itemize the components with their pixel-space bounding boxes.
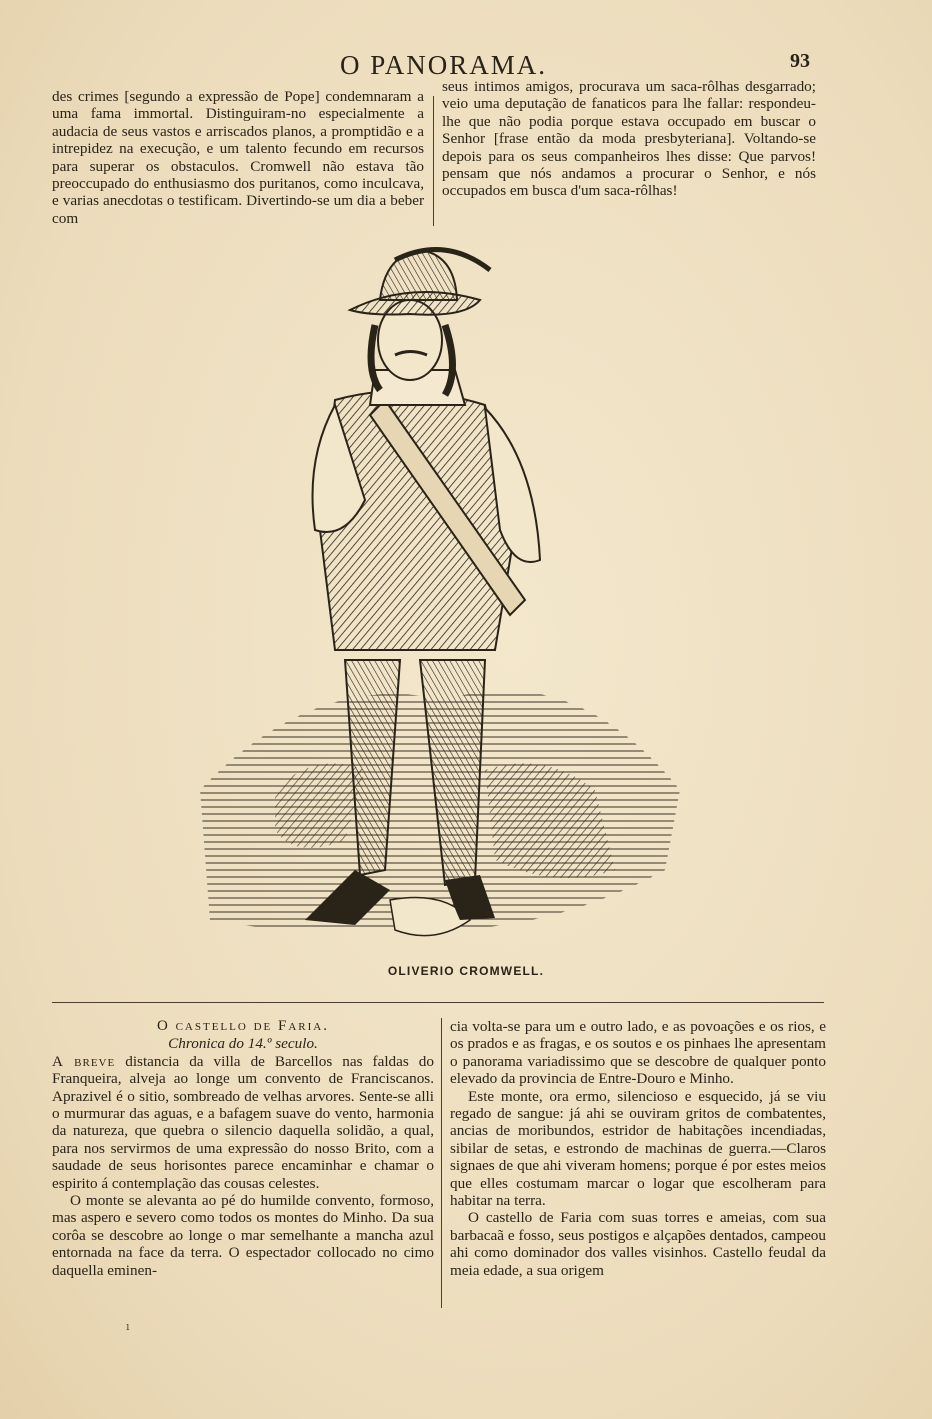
engraving-illustration bbox=[195, 230, 685, 960]
article-paragraph-3: cia volta-se para um e outro lado, e as povoações e os rios, e os prados e as fragas, e os soutos e os pinhaes lhe apresentam o panorama variadissimo que se descobre de qualquer ponto elevado da provincia de Entre-Douro e Minho. bbox=[450, 1018, 826, 1088]
column-divider-top bbox=[433, 96, 434, 226]
article-subtitle: Chronica do 14.º seculo. bbox=[168, 1035, 318, 1053]
column-divider-bottom bbox=[441, 1018, 442, 1308]
article-title: O castello de Faria. bbox=[157, 1018, 329, 1034]
article-paragraph-1-text: distancia da villa de Barcellos nas faldas do Franqueira, alveja ao longe um convento de Franciscanos. Aprazivel é o sitio, sombreado de velhas arvores. Sente-se alli o murmurar das aguas, e a bafagem suave do vento, harmonia da natureza, que quebra o silencio daquella solidão, a qual, para nos servirmos de uma expressão do nosso Brito, com a saudade de seus horisontes parece encaminhar e chamar o espirito á contemplação das cousas celestes. bbox=[52, 1052, 434, 1192]
top-right-column bbox=[442, 78, 816, 200]
stray-mark: ı bbox=[126, 1320, 130, 1333]
article-paragraph-2: O monte se alevanta ao pé do humilde convento, formoso, mas aspero e severo como todos os montes do Minho. Da sua corôa se descobre ao longe o mar semelhante a mancha azul entornada na face da terra. O espectador collocado no cimo daquella eminen- bbox=[52, 1192, 434, 1279]
article-left-column bbox=[52, 1018, 434, 1279]
top-right-paragraph: seus intimos amigos, procurava um saca-rôlhas desgarrado; veio uma deputação de fanaticos para lhe fallar: respondeu-lhe que não podia porque estava occupado em buscar o Senhor [frase então da moda presbyteriana]. Voltando-se depois para os seus companheiros lhes disse: Que parvos! pensam que nós andamos a procurar o Senhor, e nós occupados em busca d'um saca-rôlhas! bbox=[442, 78, 816, 200]
top-left-paragraph: des crimes [segundo a expressão de Pope] condemnaram a uma fama immortal. Distinguiram-no especialmente a audacia de seus vastos e arriscados planos, a promptidão e a intrepidez na execução, e um talento fecundo em recursos para superar os obstaculos. Cromwell não estava tão preoccupado do enthusiasmo dos puritanos, como inculcava, e varias anecdotas o testificam. Divertindo-se um dia a beber com bbox=[52, 88, 424, 227]
periodical-title: O PANORAMA. bbox=[340, 50, 548, 80]
article-paragraph-4: Este monte, ora ermo, silencioso e esquecido, já se viu regado de sangue: já ahi se ouviram gritos de combatentes, ancias de moribundos, estridor de habitações incendiadas, sibilar de setas, e estrondo de machinas de guerra.—Claros signaes de que ahi viveram homens; porque é por estes meios que elles costumam marcar o logar que escolheram para habitar na terra. bbox=[450, 1087, 826, 1210]
top-left-column bbox=[52, 88, 424, 227]
cromwell-engraving bbox=[195, 230, 685, 960]
section-separator bbox=[52, 1002, 824, 1003]
page-number: 93 bbox=[790, 50, 810, 72]
article-paragraph-5: O castello de Faria com suas torres e ameias, com sua barbacaã e fosso, seus postigos e alçapões dentados, campeou ahi como dominador dos valles visinhos. Castello feudal da meia edade, a sua origem bbox=[450, 1209, 826, 1279]
article-paragraph-1 bbox=[52, 1053, 434, 1192]
article-right-column bbox=[450, 1018, 826, 1279]
lead-in: A breve bbox=[52, 1052, 116, 1070]
figure-caption: OLIVERIO CROMWELL. bbox=[387, 964, 545, 978]
